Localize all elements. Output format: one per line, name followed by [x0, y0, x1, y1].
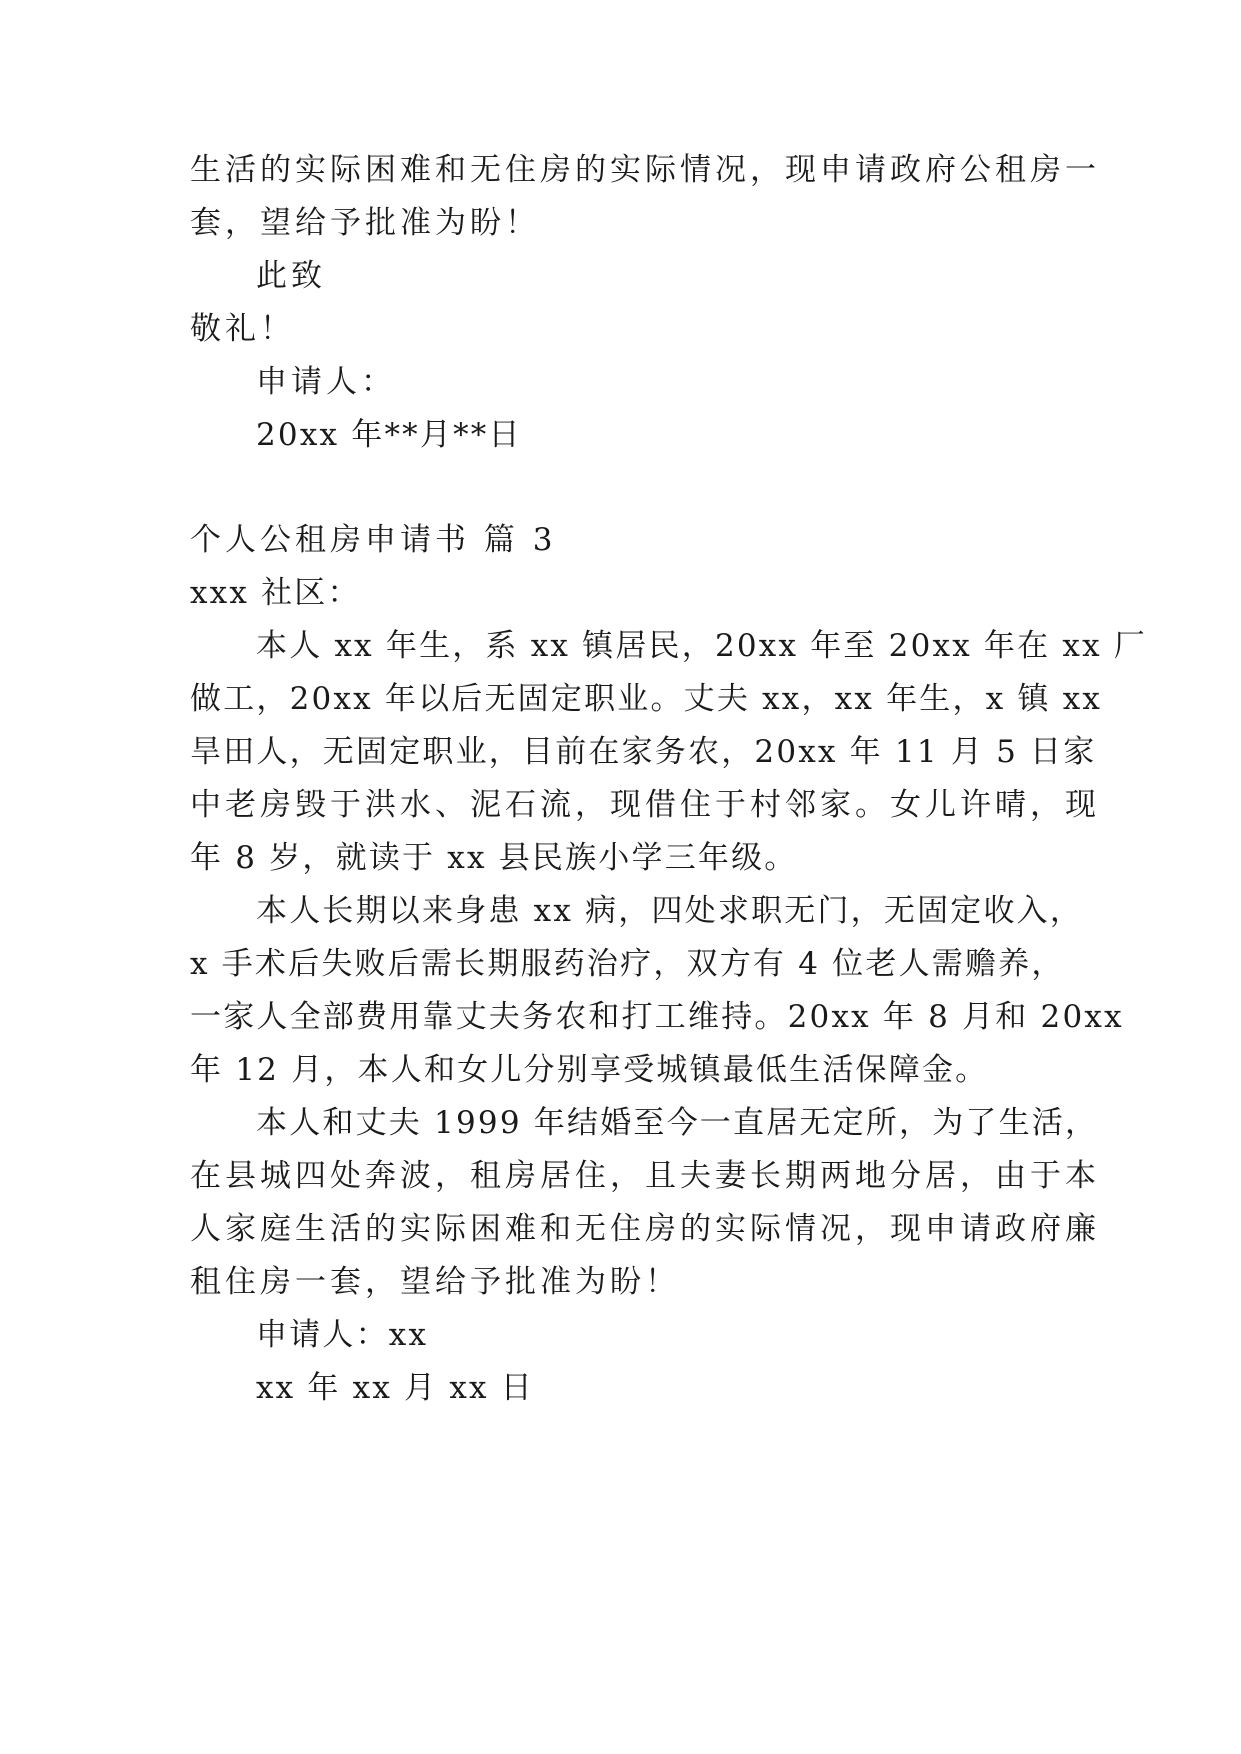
recipient: xxx 社区： — [190, 575, 361, 611]
paragraph3-line-3: 人家庭生活的实际困难和无住房的实际情况，现申请政府廉 — [190, 1211, 1100, 1247]
closing-applicant: 申请人： — [256, 364, 396, 400]
regards: 敬礼！ — [190, 311, 295, 347]
paragraph2-line-3: 一家人全部费用靠丈夫务农和打工维持。20xx 年 8 月和 20xx — [190, 999, 1124, 1035]
paragraph1-line-5: 年 8 岁，就读于 xx 县民族小学三年级。 — [190, 840, 798, 876]
paragraph3-line-1: 本人和丈夫 1999 年结婚至今一直居无定所，为了生活， — [256, 1105, 1099, 1141]
paragraph2-line-4: 年 12 月，本人和女儿分别享受城镇最低生活保障金。 — [190, 1052, 989, 1088]
paragraph1-line-2: 做工，20xx 年以后无固定职业。丈夫 xx，xx 年生，x 镇 xx — [190, 681, 1103, 717]
closing-date: 20xx 年**月**日 — [256, 417, 522, 453]
section-date: xx 年 xx 月 xx 日 — [256, 1370, 534, 1406]
closing-line-1: 生活的实际困难和无住房的实际情况，现申请政府公租房一 — [190, 152, 1100, 188]
closing-line-2: 套，望给予批准为盼！ — [190, 205, 540, 241]
paragraph1-line-4: 中老房毁于洪水、泥石流，现借住于村邻家。女儿许晴，现 — [190, 787, 1100, 823]
salutation: 此致 — [256, 258, 326, 294]
paragraph1-line-1: 本人 xx 年生，系 xx 镇居民，20xx 年至 20xx 年在 xx 厂 — [256, 628, 1148, 664]
paragraph1-line-3: 旱田人，无固定职业，目前在家务农，20xx 年 11 月 5 日家 — [190, 734, 1097, 770]
paragraph2-line-2: x 手术后失败后需长期服药治疗，双方有 4 位老人需赡养， — [190, 946, 1065, 982]
paragraph3-line-2: 在县城四处奔波，租房居住，且夫妻长期两地分居，由于本 — [190, 1158, 1100, 1194]
paragraph3-line-4: 租住房一套，望给予批准为盼！ — [190, 1264, 680, 1300]
section-applicant: 申请人：xx — [256, 1317, 429, 1353]
section-title: 个人公租房申请书 篇 3 — [190, 522, 557, 558]
paragraph2-line-1: 本人长期以来身患 xx 病，四处求职无门，无固定收入， — [256, 893, 1084, 929]
